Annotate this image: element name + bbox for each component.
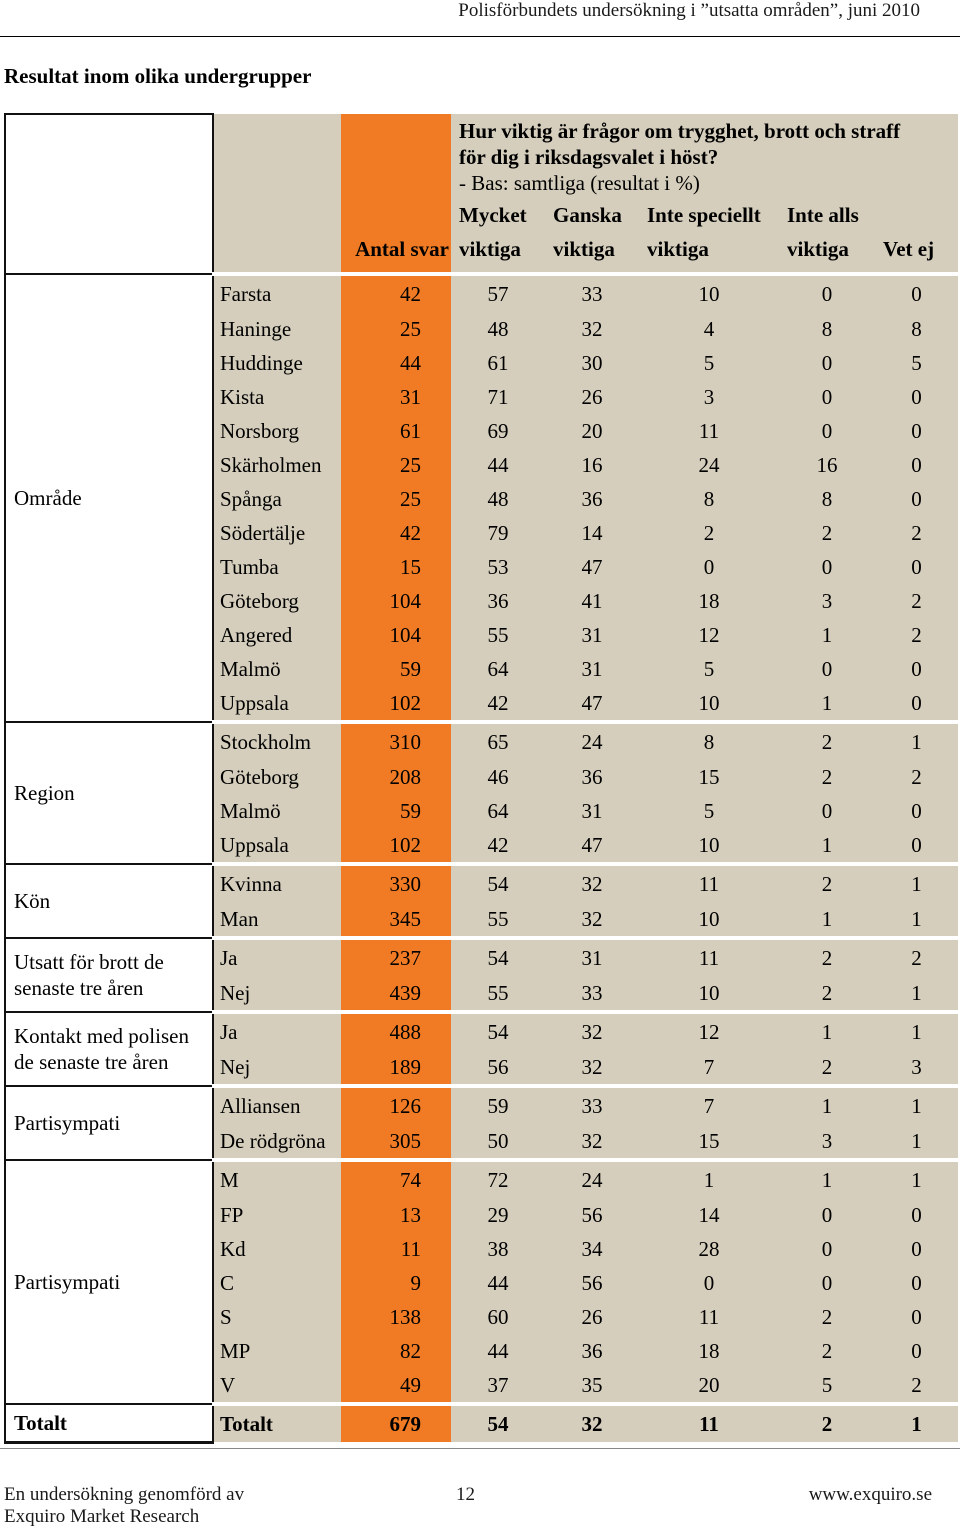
total-value: 679 <box>341 1404 451 1442</box>
cell-value: 56 <box>545 1198 639 1232</box>
row-category: Kd <box>213 1232 341 1266</box>
cell-value: 1 <box>779 902 875 938</box>
cell-value: 11 <box>639 1300 779 1334</box>
question-row <box>5 114 958 198</box>
row-category: Uppsala <box>213 686 341 722</box>
cell-count: 42 <box>341 274 451 312</box>
row-category: Alliansen <box>213 1086 341 1124</box>
cell-value: 47 <box>545 686 639 722</box>
cell-value: 32 <box>545 312 639 346</box>
cell-value: 18 <box>639 1334 779 1368</box>
question-base: - Bas: samtliga (resultat i %) <box>459 171 700 195</box>
cell-value: 2 <box>779 938 875 976</box>
cell-value: 60 <box>451 1300 545 1334</box>
total-value: 2 <box>779 1404 875 1442</box>
cell-value: 0 <box>875 686 958 722</box>
col-ganska-l1: Ganska <box>553 203 622 227</box>
cell-count: 126 <box>341 1086 451 1124</box>
cell-value: 47 <box>545 550 639 584</box>
cell-value: 1 <box>779 1160 875 1198</box>
cell-value: 2 <box>779 722 875 760</box>
cell-value: 1 <box>875 1160 958 1198</box>
cell-value: 2 <box>779 1050 875 1086</box>
cell-value: 26 <box>545 380 639 414</box>
col-inte-speciellt <box>639 198 779 274</box>
cell-value: 72 <box>451 1160 545 1198</box>
cell-value: 37 <box>451 1368 545 1404</box>
cell-count: 25 <box>341 482 451 516</box>
cell-value: 0 <box>779 1266 875 1300</box>
cell-count: 104 <box>341 584 451 618</box>
cell-value: 0 <box>875 414 958 448</box>
row-category: Uppsala <box>213 828 341 864</box>
table-row <box>5 274 958 312</box>
col-inte-alls-l1: Inte alls <box>787 203 859 227</box>
row-category: Nej <box>213 1050 341 1086</box>
row-category: Kista <box>213 380 341 414</box>
cell-value: 2 <box>779 976 875 1012</box>
cell-value: 2 <box>779 516 875 550</box>
cell-value: 0 <box>875 1266 958 1300</box>
cell-value: 8 <box>779 312 875 346</box>
cell-value: 7 <box>639 1050 779 1086</box>
cell-count: 104 <box>341 618 451 652</box>
cell-value: 56 <box>545 1266 639 1300</box>
total-row <box>5 1404 958 1442</box>
row-category: Angered <box>213 618 341 652</box>
cell-value: 33 <box>545 1086 639 1124</box>
cell-value: 48 <box>451 482 545 516</box>
total-value: 11 <box>639 1404 779 1442</box>
header-rule <box>0 36 960 37</box>
cell-value: 0 <box>875 550 958 584</box>
table-row <box>5 722 958 760</box>
total-group-label: Totalt <box>5 1404 213 1442</box>
cell-value: 10 <box>639 274 779 312</box>
cell-count: 330 <box>341 864 451 902</box>
cell-count: 189 <box>341 1050 451 1086</box>
cell-value: 2 <box>875 584 958 618</box>
group-label: Partisympati <box>5 1160 213 1404</box>
cell-value: 1 <box>875 864 958 902</box>
cell-value: 3 <box>875 1050 958 1086</box>
count-header-top <box>341 114 451 198</box>
cell-value: 34 <box>545 1232 639 1266</box>
cell-value: 24 <box>545 1160 639 1198</box>
cell-value: 2 <box>875 938 958 976</box>
cell-value: 55 <box>451 976 545 1012</box>
footer-org-line1: En undersökning genomförd av <box>4 1484 245 1505</box>
cell-value: 0 <box>779 652 875 686</box>
cell-value: 1 <box>875 902 958 938</box>
cell-value: 10 <box>639 902 779 938</box>
row-category: S <box>213 1300 341 1334</box>
cell-value: 3 <box>639 380 779 414</box>
row-category: M <box>213 1160 341 1198</box>
row-category: V <box>213 1368 341 1404</box>
row-category: Skärholmen <box>213 448 341 482</box>
col-mycket-viktiga <box>451 198 545 274</box>
cell-value: 14 <box>545 516 639 550</box>
cell-value: 20 <box>545 414 639 448</box>
cell-count: 208 <box>341 760 451 794</box>
cell-value: 0 <box>779 1232 875 1266</box>
cell-value: 64 <box>451 652 545 686</box>
cell-value: 50 <box>451 1124 545 1160</box>
footer-rule <box>0 1448 960 1449</box>
cell-value: 8 <box>639 722 779 760</box>
group-label: Utsatt för brott de senaste tre åren <box>5 938 213 1012</box>
cell-value: 11 <box>639 414 779 448</box>
cell-value: 14 <box>639 1198 779 1232</box>
cell-value: 0 <box>875 1334 958 1368</box>
col-inte-speciellt-l2: viktiga <box>647 237 709 261</box>
cell-value: 0 <box>875 828 958 864</box>
question-line-1: Hur viktig är frågor om trygghet, brott och straff <box>459 119 901 143</box>
cell-value: 54 <box>451 1012 545 1050</box>
cell-value: 64 <box>451 794 545 828</box>
cell-count: 439 <box>341 976 451 1012</box>
cell-value: 31 <box>545 652 639 686</box>
cell-value: 8 <box>875 312 958 346</box>
cell-value: 10 <box>639 828 779 864</box>
cell-value: 0 <box>779 794 875 828</box>
cell-value: 61 <box>451 346 545 380</box>
row-category: Tumba <box>213 550 341 584</box>
cell-count: 42 <box>341 516 451 550</box>
cell-value: 2 <box>875 618 958 652</box>
question-line-2: för dig i riksdagsvalet i höst? <box>459 145 719 169</box>
row-category: Ja <box>213 1012 341 1050</box>
col-inte-alls-l2: viktiga <box>787 237 849 261</box>
col-ganska-l2: viktiga <box>553 237 615 261</box>
footer-org-line2: Exquiro Market Research <box>4 1506 200 1527</box>
cell-count: 13 <box>341 1198 451 1232</box>
cell-value: 12 <box>639 618 779 652</box>
row-category: Nej <box>213 976 341 1012</box>
cell-value: 42 <box>451 828 545 864</box>
cell-value: 0 <box>779 346 875 380</box>
cell-value: 3 <box>779 584 875 618</box>
col-mycket-l2: viktiga <box>459 237 521 261</box>
cell-value: 0 <box>875 380 958 414</box>
row-category: De rödgröna <box>213 1124 341 1160</box>
col-antal-svar: Antal svar <box>341 198 451 274</box>
cell-value: 0 <box>875 1232 958 1266</box>
cell-value: 1 <box>779 618 875 652</box>
group-label: Partisympati <box>5 1086 213 1160</box>
row-category: Farsta <box>213 274 341 312</box>
col-mycket-l1: Mycket <box>459 203 527 227</box>
group-label: Område <box>5 274 213 722</box>
section-title: Resultat inom olika undergrupper <box>4 64 312 88</box>
cell-value: 8 <box>639 482 779 516</box>
cell-count: 488 <box>341 1012 451 1050</box>
cell-value: 31 <box>545 794 639 828</box>
cell-value: 36 <box>451 584 545 618</box>
row-category: C <box>213 1266 341 1300</box>
cell-value: 0 <box>639 1266 779 1300</box>
cell-value: 36 <box>545 760 639 794</box>
total-value: 32 <box>545 1404 639 1442</box>
row-category: Man <box>213 902 341 938</box>
cell-count: 345 <box>341 902 451 938</box>
cell-count: 237 <box>341 938 451 976</box>
cell-value: 1 <box>779 828 875 864</box>
row-category: FP <box>213 1198 341 1232</box>
cell-value: 5 <box>639 346 779 380</box>
cell-value: 1 <box>779 1012 875 1050</box>
cell-value: 0 <box>875 1198 958 1232</box>
cell-value: 15 <box>639 1124 779 1160</box>
row-category: Norsborg <box>213 414 341 448</box>
row-category: MP <box>213 1334 341 1368</box>
cell-value: 54 <box>451 864 545 902</box>
cell-value: 2 <box>779 864 875 902</box>
cell-value: 1 <box>875 722 958 760</box>
cell-value: 53 <box>451 550 545 584</box>
cell-value: 28 <box>639 1232 779 1266</box>
cell-value: 4 <box>639 312 779 346</box>
cell-value: 32 <box>545 864 639 902</box>
cell-count: 11 <box>341 1232 451 1266</box>
cell-value: 11 <box>639 864 779 902</box>
cell-count: 49 <box>341 1368 451 1404</box>
cell-value: 2 <box>875 1368 958 1404</box>
cell-value: 48 <box>451 312 545 346</box>
cell-value: 0 <box>875 1300 958 1334</box>
total-value: 1 <box>875 1404 958 1442</box>
group-label: Region <box>5 722 213 864</box>
group-label: Kontakt med polisen de senaste tre åren <box>5 1012 213 1086</box>
question-header <box>451 114 958 198</box>
cell-value: 5 <box>639 794 779 828</box>
col-vet-ej: Vet ej <box>875 198 958 274</box>
cell-value: 46 <box>451 760 545 794</box>
cell-value: 0 <box>779 380 875 414</box>
cell-count: 305 <box>341 1124 451 1160</box>
corner-cell-category <box>213 114 341 274</box>
cell-value: 2 <box>779 760 875 794</box>
cell-value: 79 <box>451 516 545 550</box>
cell-count: 61 <box>341 414 451 448</box>
cell-value: 24 <box>639 448 779 482</box>
cell-value: 32 <box>545 1050 639 1086</box>
table-row <box>5 938 958 976</box>
cell-value: 57 <box>451 274 545 312</box>
cell-count: 82 <box>341 1334 451 1368</box>
cell-value: 1 <box>875 1012 958 1050</box>
cell-value: 20 <box>639 1368 779 1404</box>
cell-value: 36 <box>545 482 639 516</box>
cell-value: 32 <box>545 902 639 938</box>
cell-value: 1 <box>779 686 875 722</box>
cell-value: 55 <box>451 618 545 652</box>
cell-value: 0 <box>639 550 779 584</box>
cell-value: 44 <box>451 1266 545 1300</box>
row-category: Göteborg <box>213 584 341 618</box>
cell-value: 2 <box>779 1300 875 1334</box>
cell-value: 47 <box>545 828 639 864</box>
cell-value: 42 <box>451 686 545 722</box>
total-label: Totalt <box>213 1404 341 1442</box>
cell-value: 16 <box>779 448 875 482</box>
footer-website: www.exquiro.se <box>808 1484 932 1505</box>
cell-value: 0 <box>875 652 958 686</box>
cell-value: 33 <box>545 976 639 1012</box>
cell-value: 44 <box>451 1334 545 1368</box>
cell-value: 55 <box>451 902 545 938</box>
col-inte-speciellt-l1: Inte speciellt <box>647 203 761 227</box>
cell-value: 35 <box>545 1368 639 1404</box>
cell-value: 32 <box>545 1012 639 1050</box>
row-category: Spånga <box>213 482 341 516</box>
cell-value: 1 <box>875 976 958 1012</box>
running-header: Polisförbundets undersökning i ”utsatta områden”, juni 2010 <box>458 0 920 21</box>
row-category: Stockholm <box>213 722 341 760</box>
col-ganska-viktiga <box>545 198 639 274</box>
table-row <box>5 1012 958 1050</box>
cell-value: 38 <box>451 1232 545 1266</box>
row-category: Malmö <box>213 652 341 686</box>
cell-count: 25 <box>341 312 451 346</box>
cell-count: 310 <box>341 722 451 760</box>
cell-value: 69 <box>451 414 545 448</box>
cell-value: 71 <box>451 380 545 414</box>
cell-value: 29 <box>451 1198 545 1232</box>
cell-value: 3 <box>779 1124 875 1160</box>
cell-value: 1 <box>875 1086 958 1124</box>
cell-value: 32 <box>545 1124 639 1160</box>
cell-value: 31 <box>545 938 639 976</box>
cell-value: 10 <box>639 976 779 1012</box>
cell-value: 15 <box>639 760 779 794</box>
cell-count: 44 <box>341 346 451 380</box>
cell-value: 1 <box>639 1160 779 1198</box>
cell-value: 0 <box>779 550 875 584</box>
cell-value: 10 <box>639 686 779 722</box>
cell-value: 5 <box>639 652 779 686</box>
cell-value: 0 <box>875 448 958 482</box>
cell-value: 59 <box>451 1086 545 1124</box>
cell-value: 65 <box>451 722 545 760</box>
row-category: Malmö <box>213 794 341 828</box>
cell-value: 41 <box>545 584 639 618</box>
cell-count: 59 <box>341 794 451 828</box>
group-label: Kön <box>5 864 213 938</box>
cell-count: 25 <box>341 448 451 482</box>
page-number: 12 <box>456 1484 475 1505</box>
cell-value: 2 <box>639 516 779 550</box>
corner-cell <box>5 114 213 274</box>
cell-value: 2 <box>875 760 958 794</box>
cell-count: 102 <box>341 828 451 864</box>
total-value: 54 <box>451 1404 545 1442</box>
cell-value: 44 <box>451 448 545 482</box>
cell-value: 16 <box>545 448 639 482</box>
results-table <box>4 113 958 1444</box>
table-row <box>5 864 958 902</box>
cell-value: 36 <box>545 1334 639 1368</box>
cell-value: 0 <box>875 274 958 312</box>
cell-value: 24 <box>545 722 639 760</box>
cell-value: 30 <box>545 346 639 380</box>
cell-value: 2 <box>779 1334 875 1368</box>
cell-count: 31 <box>341 380 451 414</box>
cell-value: 18 <box>639 584 779 618</box>
cell-count: 59 <box>341 652 451 686</box>
cell-count: 102 <box>341 686 451 722</box>
cell-value: 2 <box>875 516 958 550</box>
cell-value: 11 <box>639 938 779 976</box>
cell-value: 7 <box>639 1086 779 1124</box>
cell-value: 12 <box>639 1012 779 1050</box>
cell-value: 54 <box>451 938 545 976</box>
cell-value: 5 <box>875 346 958 380</box>
cell-count: 138 <box>341 1300 451 1334</box>
cell-value: 31 <box>545 618 639 652</box>
cell-value: 8 <box>779 482 875 516</box>
cell-value: 1 <box>779 1086 875 1124</box>
row-category: Södertälje <box>213 516 341 550</box>
row-category: Göteborg <box>213 760 341 794</box>
cell-value: 0 <box>779 414 875 448</box>
row-category: Huddinge <box>213 346 341 380</box>
col-inte-alls <box>779 198 875 274</box>
row-category: Haninge <box>213 312 341 346</box>
cell-value: 26 <box>545 1300 639 1334</box>
cell-value: 56 <box>451 1050 545 1086</box>
cell-count: 74 <box>341 1160 451 1198</box>
cell-value: 1 <box>875 1124 958 1160</box>
cell-value: 5 <box>779 1368 875 1404</box>
cell-count: 15 <box>341 550 451 584</box>
cell-value: 0 <box>779 274 875 312</box>
cell-count: 9 <box>341 1266 451 1300</box>
cell-value: 0 <box>875 794 958 828</box>
cell-value: 0 <box>875 482 958 516</box>
table-row <box>5 1160 958 1198</box>
cell-value: 0 <box>779 1198 875 1232</box>
cell-value: 33 <box>545 274 639 312</box>
row-category: Ja <box>213 938 341 976</box>
row-category: Kvinna <box>213 864 341 902</box>
table-row <box>5 1086 958 1124</box>
